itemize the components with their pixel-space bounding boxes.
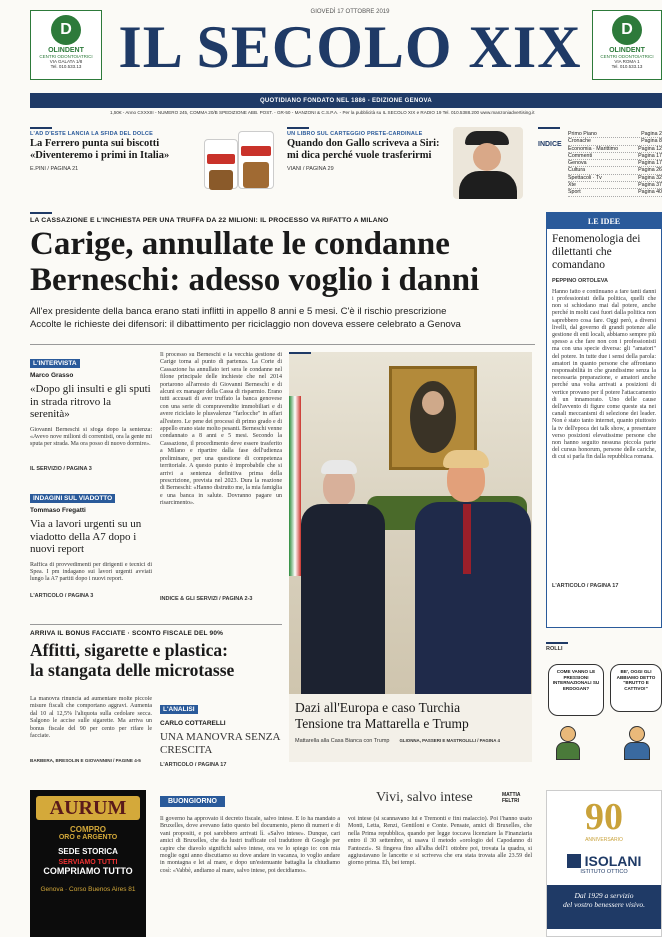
isolani-slogan-2: del vostro benessere visivo. xyxy=(563,900,645,909)
rolli-bubble-1: COME VANNO LE PRESSIONI INTERNAZIONALI SU ERDOGAN? xyxy=(548,664,604,716)
photo-caption-1: Dazi all'Europa e caso Turchia xyxy=(295,700,461,715)
olindent-line1: VIA ROMA 1 xyxy=(614,59,640,64)
index-item-name: Cronache xyxy=(568,138,591,145)
lead-deck-1: All'ex presidente della banca erano stati inflitti in appello 8 anni e 5 mesi. C'è il rischio prescrizione xyxy=(30,306,447,317)
olindent-logo-icon: D xyxy=(612,15,642,45)
index-box xyxy=(538,127,662,207)
indagini-body: Raffica di provvedimenti per dirigenti e tecnici di Spea. I pm indagano sui lavori urgenti avviati lungo la A7 partiti dopo i nuovi report. xyxy=(30,561,152,583)
idee-title: Fenomenologia dei dilettanti che comandano xyxy=(552,233,641,271)
intervista-author: Marco Grasso xyxy=(30,372,74,379)
teaser-don-gallo[interactable] xyxy=(287,127,527,207)
isolani-anniversary-label: ANNIVERSARIO xyxy=(585,837,623,843)
aurum-address: Genova · Corso Buenos Aires 81 xyxy=(40,886,136,893)
analisi-ref: L'ARTICOLO / PAGINA 17 xyxy=(160,762,227,768)
aurum-logo: AURUM xyxy=(36,796,140,820)
index-item-name: Economia · Marittimo xyxy=(568,145,619,152)
don-gallo-portrait xyxy=(453,127,523,199)
index-item-page: Pagina 12 xyxy=(638,145,662,152)
idee-header-label: LE IDEE xyxy=(587,216,621,226)
index-item[interactable] xyxy=(568,153,662,160)
olindent-line1: VIA GALATA 1/8 xyxy=(49,59,83,64)
fisco-body: La manovra rinuncia ad aumentare molte piccole misure fiscali che comportano aggravi. Aumenta dal 10 al 12,5% l'aliquota sulla cedolare secca. Salgono le accise sulle sigarette. Ma arriva un bonus fiscale del 90 per cento per rifare le facciate. xyxy=(30,696,152,740)
idee-header xyxy=(547,213,661,229)
analisi-title: UNA MANOVRA SENZA CRESCITA xyxy=(160,731,280,756)
photo-credit-ref: GLIONNA, PASSERI E MASTROLILLI / PAGINA 4 xyxy=(399,738,500,743)
index-item[interactable] xyxy=(568,138,662,145)
mattarella-figure xyxy=(293,460,383,692)
aurum-line5: COMPRIAMO TUTTO xyxy=(43,866,133,876)
indagini-title: Via a lavori urgenti su un viadotto della A7 dopo i nuovi report xyxy=(30,518,142,555)
idee-author: PEPPINO ORTOLEVA xyxy=(552,278,609,284)
lead-headline-1[interactable]: Carige, annullate le condanne xyxy=(30,226,450,262)
index-item-page: Pagina 37 xyxy=(638,182,662,189)
fisco-headline-1[interactable]: Affitti, sigarette e plastica: xyxy=(30,640,228,660)
index-item[interactable] xyxy=(568,189,662,196)
teaser-ferrero[interactable] xyxy=(30,127,282,207)
index-item[interactable] xyxy=(568,131,662,138)
index-item-name: Primo Piano xyxy=(568,131,597,137)
lead-deck-2: Accolte le richieste dei difensori: il dibattimento per riciclaggio non doveva essere celebrato a Genova xyxy=(30,319,461,330)
index-item[interactable] xyxy=(568,182,662,189)
fisco-headline-2[interactable]: la stangata delle microtasse xyxy=(30,660,235,680)
isolani-logo-icon xyxy=(567,854,581,868)
buongiorno-col2: voi intese (si scannavano lui e Tremonti e finì malaccio). Poi l'hanno usato Monti, Letta, Renzi, Gentiloni e Conte. Pensate, amici di Bruxelles, che nella Prima repubblica, quando per legge toccava licenziare la Finanziaria entro il 30 settembre, si usava il metodo «orologio del Capodanno di Fantozzi». Si fingeva fino all'alba dell'1 ottobre poi, trovata la quadra, si aggiustavano le lancette e si scriveva che era stata trovata alle 23.59 del giorno prima. Eh, bei tempi. xyxy=(348,816,532,867)
analisi-author: CARLO COTTARELLI xyxy=(160,720,226,727)
newspaper-title[interactable]: IL SECOLO XIX xyxy=(118,14,582,80)
rolli-cartoon[interactable] xyxy=(546,642,662,766)
index-item-name: Cultura xyxy=(568,167,586,174)
biscuit-jar-image xyxy=(200,129,278,195)
isolani-anniversary: 90 xyxy=(585,796,623,838)
olindent-name: OLINDENT xyxy=(609,47,645,54)
olindent-line2: Tel. 010.533.13 xyxy=(50,64,82,69)
lead-ref: INDICE & GLI SERVIZI / PAGINA 2-3 xyxy=(160,596,253,602)
analisi-badge: L'ANALISI xyxy=(160,705,198,714)
photo-credit: Mattarella alla Casa Bianca con Trump xyxy=(295,738,390,744)
lead-divider xyxy=(30,344,535,345)
buongiorno-col1: Il governo ha approvato il decreto fiscale, salvo intese. E lo ha mandato a Bruxelles, dove avevano fatto questo bel documento, pieno di numeri e di vani propositi, e poi sarebbero arrivati lì. «Salvo intese». Dunque, cari amici di Bruxelles, che da lustri trafficate col traduttore di Google per capire che diavolo significhi salvo intese, ora ve lo spiego io: con mia moglie ogni anno discutiamo su dove andare in vacanza, io voglio andare in montagna e lei al mare, e dopo un'estenuante battaglia la chiudiamo così: «Vabbè, andiamo al mare, salvo intese, poi decidiamo». xyxy=(160,816,340,874)
index-item-name: Commenti xyxy=(568,152,593,159)
intervista-block[interactable] xyxy=(30,352,152,482)
index-item-page: Pagina 8 xyxy=(641,138,662,145)
analisi-block[interactable] xyxy=(160,698,282,766)
isolani-slogan-1: Dal 1929 a servizio xyxy=(574,891,634,900)
indagini-ref: L'ARTICOLO / PAGINA 3 xyxy=(30,592,94,599)
rolli-label: ROLLI xyxy=(546,646,563,652)
aurum-line3: SEDE STORICA xyxy=(58,847,118,856)
idee-ref: L'ARTICOLO / PAGINA 17 xyxy=(552,582,619,589)
photo-caption-2: Tensione tra Mattarella e Trump xyxy=(295,716,469,731)
index-item-name: Xte xyxy=(568,182,576,189)
teaser-kicker: UN LIBRO SUL CARTEGGIO PRETE-CARDINALE xyxy=(287,131,423,137)
index-item-page: Pagina 32 xyxy=(638,174,662,181)
index-item[interactable] xyxy=(568,146,662,153)
olindent-sub: CENTRI ODONTOIATRICI xyxy=(600,54,654,59)
teaser-byline: E.PINI / PAGINA 21 xyxy=(30,166,79,172)
teaser-title: Quando don Gallo scriveva a Siri: mi dica perché vuole trasferirmi xyxy=(287,138,440,161)
index-label: INDICE xyxy=(538,141,562,148)
teaser-kicker: L'AD D'ESTE LANCIA LA SFIDA DEL DOLCE xyxy=(30,131,153,137)
mattarella-trump-photo[interactable] xyxy=(289,352,532,694)
info-line: 1,50€ - Anno CXXXIII - NUMERO 245, COMMA 20/B SPEDIZIONE ABB. POST. - GR-50 - MANZONI & C.S.P.A. - Per la pubblicità su IL SECOLO XIX e RADIO 19 Tel. 010.5388.200 www.manzoniadvertising.it xyxy=(110,110,535,115)
teaser-title: La Ferrero punta sui biscotti «Diventeremo i primi in Italia» xyxy=(30,138,170,161)
index-item[interactable] xyxy=(568,167,662,174)
index-item-name: Spettacoli · Tv xyxy=(568,174,602,181)
cartoon-figure-left xyxy=(556,726,580,762)
cartoon-figure-right xyxy=(624,726,650,762)
lead-headline-2[interactable]: Berneschi: adesso voglio i danni xyxy=(30,262,480,298)
index-item-page: Pagina 17 xyxy=(638,160,662,167)
aurum-line4: SERVIAMO TUTTI xyxy=(58,859,118,866)
trump-figure xyxy=(401,444,531,694)
index-item-page: Pagina 26 xyxy=(638,167,662,174)
aurum-line1: COMPRO xyxy=(70,825,106,834)
intervista-title: «Dopo gli insulti e gli sputi in strada ritrovo la serenità» xyxy=(30,383,151,420)
fisco-kicker: ARRIVA IL BONUS FACCIATE · SCONTO FISCALE DEL 90% xyxy=(30,630,224,637)
idee-box[interactable] xyxy=(546,212,662,628)
tagline-bar xyxy=(30,93,662,108)
buongiorno-column[interactable] xyxy=(160,790,532,937)
isolani-sub: ISTITUTO OTTICO xyxy=(580,869,628,875)
indagini-author: Tommaso Fregatti xyxy=(30,507,86,514)
idee-body: Hanno fatto e continuano a fare tanti danni i professionisti della politica, quelli che non si schiodano mai dal potere, anche perché in molti casi fuori dalla politica non saprebbero cosa fare. Oggi però, a diversi livelli, dal governo di grandi potenze alle gestione di enti locali, abbiamo sempre più spesso a che fare non con i professionisti ma con una specie diversa: gli "amatori" del potere. In tutte due i sensi della parola: amatori in quanto persone che affrontano responsabilità in che grandissime senza la necessaria preparazione, e amatori anche perché una volta arrivati a posizioni di vertice provano per il potere l'attaccamento di un innamorato. Uno delle cause dell'avvento di figure come queste sta nei canali meccanismi di selezione dei leader. Non è stato tanto internet, quanto piuttosto la tv dell'epoca dei talk show, a presentare verso posizioni elevatissime persone che non hanno seguito nessuna piccola parte del cursus honorum, persone delle cariche, di cui si parla fin dalla repubblica romana. xyxy=(552,288,656,461)
lead-kicker: LA CASSAZIONE E L'INCHIESTA PER UNA TRUFFA DA 22 MILIONI: IL PROCESSO VA RIFATTO A MILANO xyxy=(30,217,389,224)
index-list xyxy=(568,131,662,197)
index-item-name: Genova xyxy=(568,160,587,167)
buongiorno-title: Vivi, salvo intese xyxy=(376,790,473,805)
aurum-line2: ORO e ARGENTO xyxy=(58,834,118,841)
lead-body: Il processo su Berneschi e la vecchia gestione di Carige torna al punto di partenza. La Corte di Cassazione ha annullato ieri sera le condanne nel filone principale delle inchieste che nel 2014 portarono all'arresto di Giovanni Berneschi e di alcuni ex manager della Cassa di risparmio. Erano tutti accusati di aver truffato la banca genovese con una serie di compravendite immobiliari e di avere riciclato le plusvalenze "farlocche" in affari all'estero. Le pene dei processi di primo grado e di appello erano state molto pesanti. Berneschi venne condannato a 8 anni e 5 mesi. Secondo la Cassazione, il procedimento deve essere trasferito a Milano e ripartire dalla fase dell'udienza preliminare, per una questione di competenza territoriale. A questo punto è improbabile che si arrivi a sentenza definitiva prima della prescrizione, prevista nel 2023. Dura la reazione di Berneschi: «Hanno distrutto me, la mia famiglia e una banca in salute. Dovranno pagare un risarcimento». xyxy=(160,352,282,507)
olindent-sub: CENTRI ODONTOIATRICI xyxy=(39,54,93,59)
teaser-byline: VIANI / PAGINA 29 xyxy=(287,166,334,172)
index-item-page: Pagina 17 xyxy=(638,152,662,159)
index-item-name: Sport xyxy=(568,189,581,196)
index-item-page: Pagina 2 xyxy=(641,131,662,137)
lead-kicker-rule xyxy=(30,212,52,214)
isolani-name: ISOLANI xyxy=(584,853,642,869)
index-item[interactable] xyxy=(568,175,662,182)
photo-caption-box[interactable] xyxy=(289,694,532,762)
buongiorno-author: MATTIA FELTRI xyxy=(502,792,521,804)
olindent-ad-left[interactable] xyxy=(30,10,102,80)
isolani-ad[interactable] xyxy=(546,790,662,937)
issue-date: GIOVEDÌ 17 OTTOBRE 2019 xyxy=(310,9,390,15)
buongiorno-badge: BUONGIORNO xyxy=(160,796,225,807)
indagini-block[interactable] xyxy=(30,487,152,615)
aurum-ad[interactable] xyxy=(30,790,146,937)
indagini-badge: INDAGINI SUL VIADOTTO xyxy=(30,494,115,503)
olindent-ad-right[interactable] xyxy=(592,10,662,80)
intervista-body: Giovanni Berneschi si sfoga dopo la sentenza: «Avevo nove milioni di correntisti, ora la gente mi sputa per strada. Ma ora posso di nuovo dormire». xyxy=(30,426,152,448)
fisco-divider xyxy=(30,624,282,625)
fisco-ref: BARBERA, BRESOLIN E GIOVANNINI / PAGINE 4-5 xyxy=(30,758,141,763)
intervista-ref: IL SERVIZIO / PAGINA 3 xyxy=(30,465,92,472)
olindent-logo-icon: D xyxy=(51,15,81,45)
index-item[interactable] xyxy=(568,160,662,167)
olindent-name: OLINDENT xyxy=(48,47,84,54)
intervista-badge: L'INTERVISTA xyxy=(30,359,80,368)
olindent-line2: Tel. 010.533.13 xyxy=(611,64,643,69)
rolli-bubble-2: BE', OGGI GLI ABBIAMO DETTO "BRUTTO E CATTIVO!" xyxy=(610,664,662,712)
tagline: QUOTIDIANO FONDATO NEL 1886 - EDIZIONE GENOVA xyxy=(259,97,433,104)
index-item-page: Pagina 40 xyxy=(638,189,662,196)
